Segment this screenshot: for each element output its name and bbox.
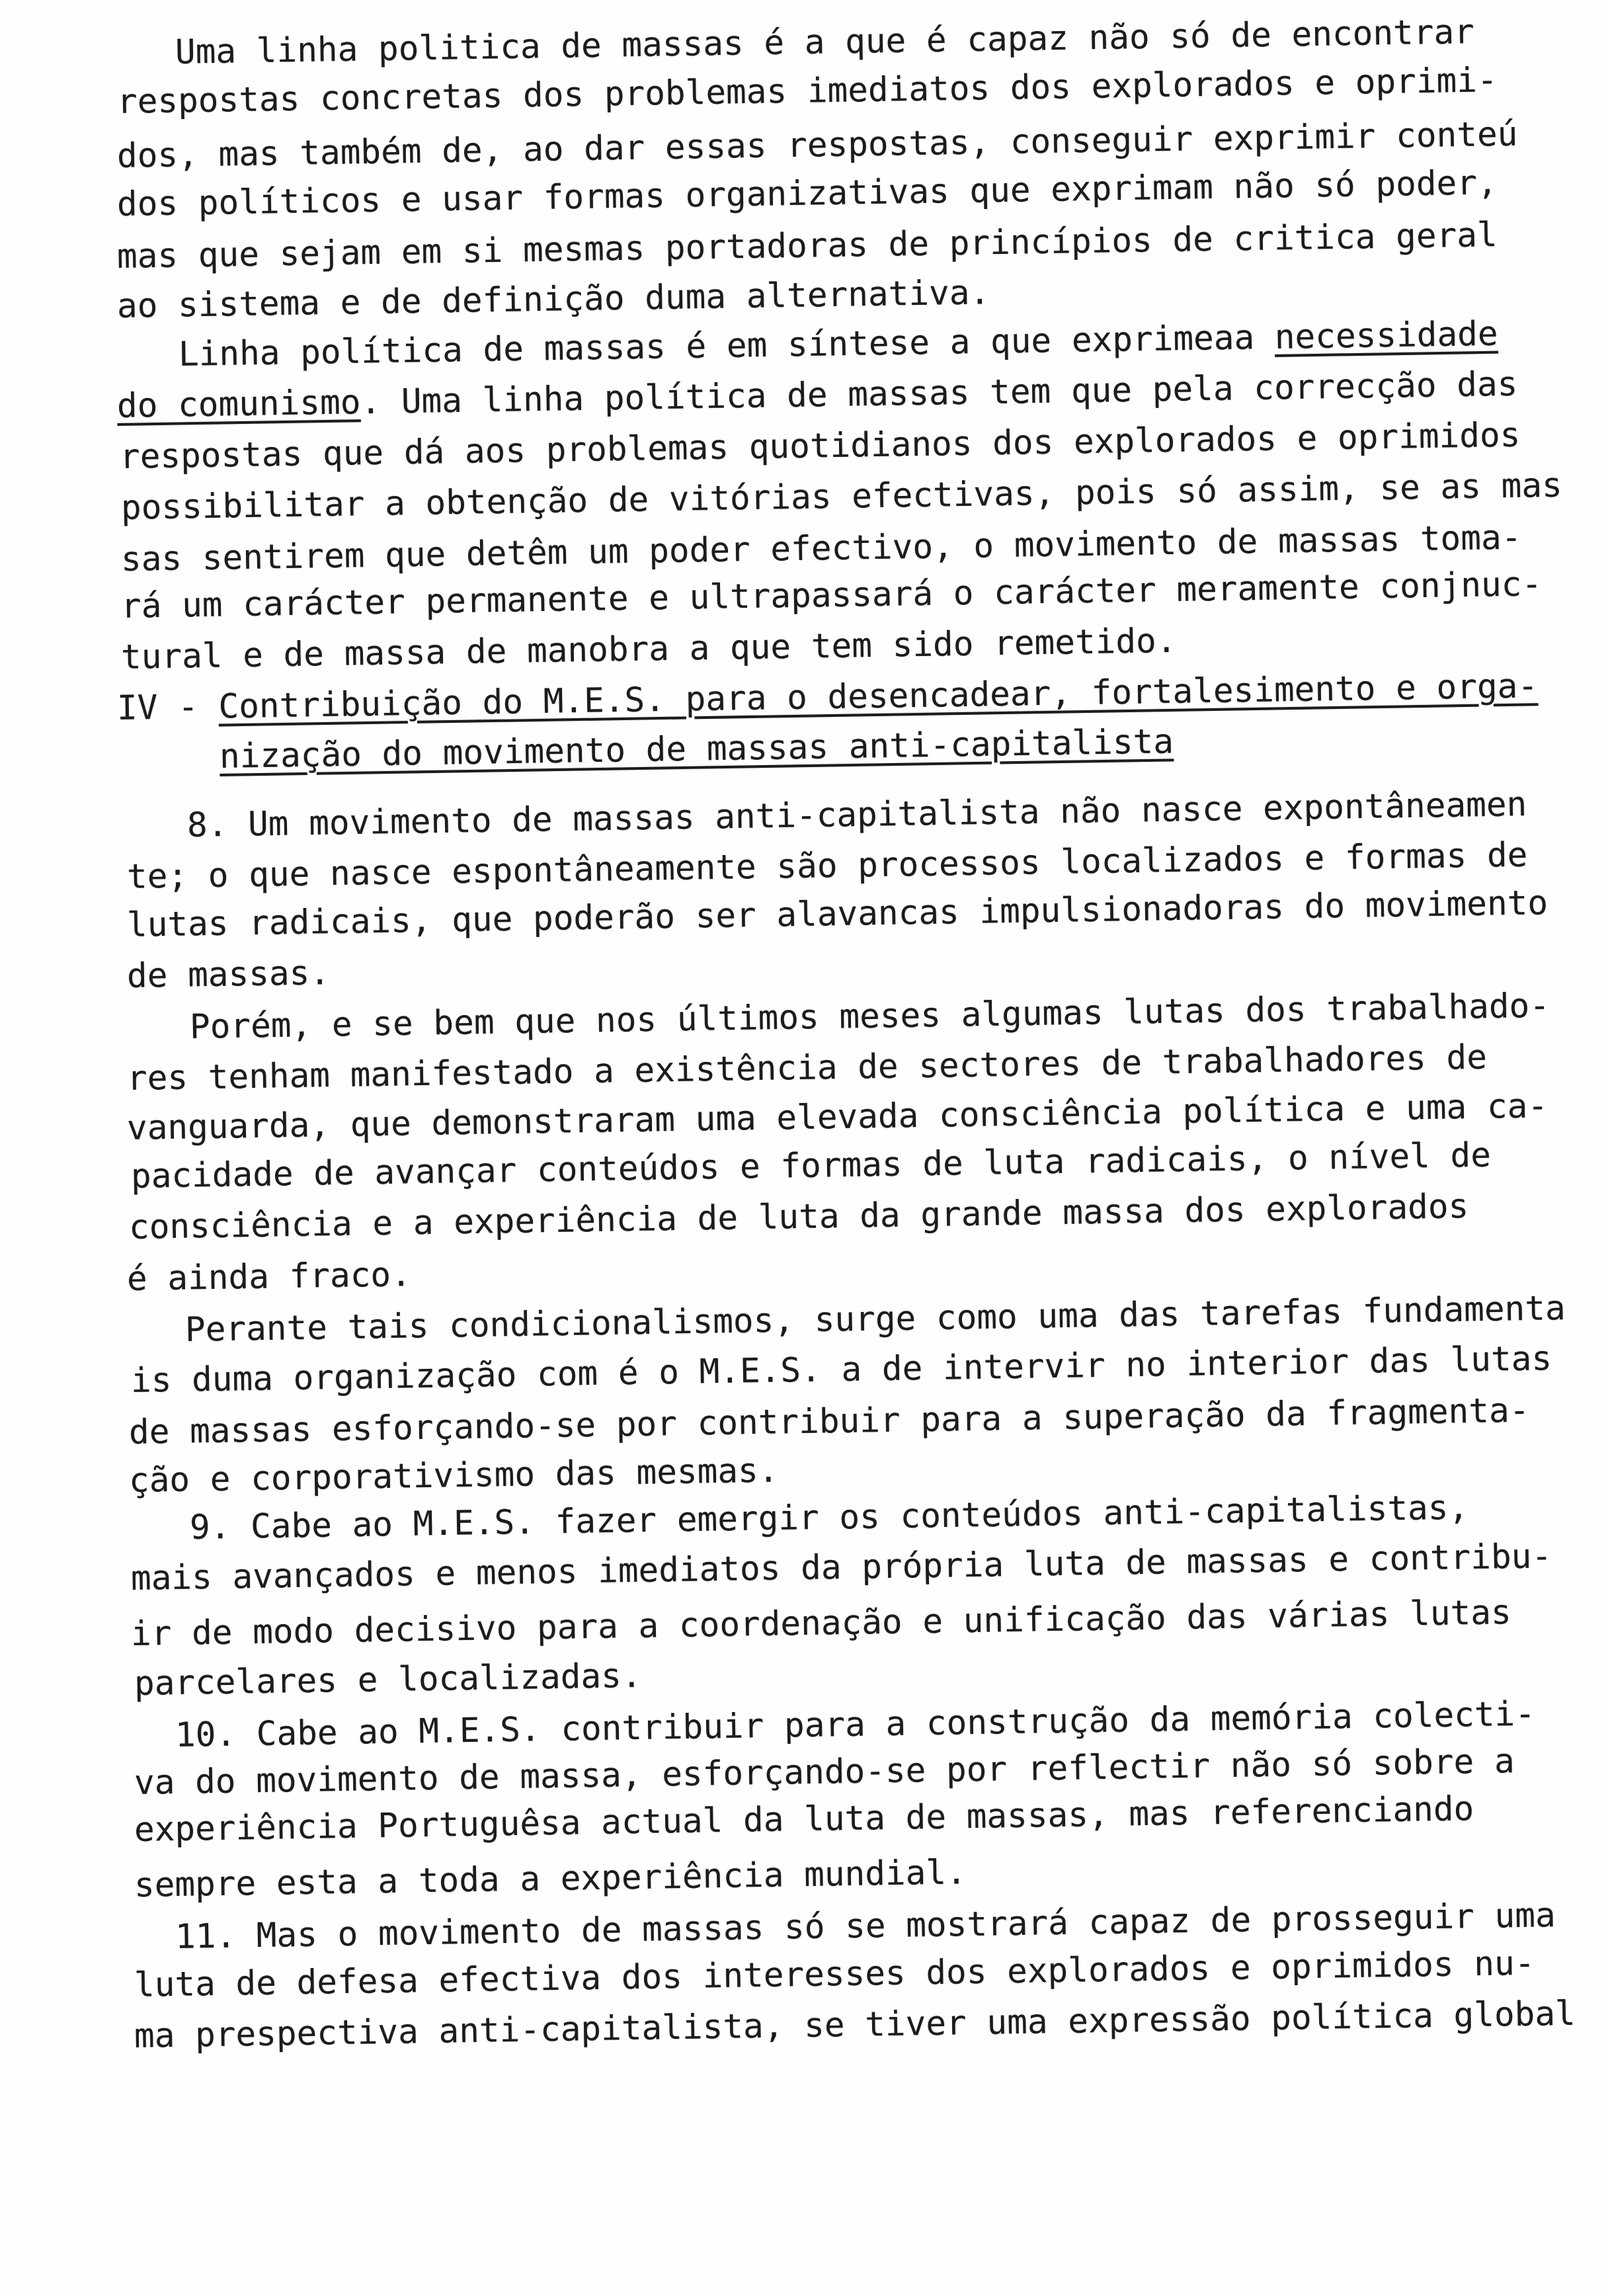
text-line: respostas que dá aos problemas quotidianos dos explorados e oprimidos [119, 415, 1521, 477]
text-line: sempre esta a toda a experiência mundial. [134, 1853, 967, 1905]
text-line: 11. Mas o movimento de massas só se mostrará capaz de prosseguir uma [175, 1896, 1556, 1957]
text-line: de massas esforçando-se por contribuir para a superação da fragmenta- [128, 1391, 1530, 1452]
text-line: ao sistema e de definição duma alternativa. [116, 273, 990, 326]
section-number: IV - [116, 687, 219, 728]
text-segment: Linha política de massas é em síntese a que exprimeaa [178, 317, 1275, 374]
text-line: vanguarda, que demonstraram uma elevada consciência política e uma ca- [126, 1086, 1548, 1148]
text-line: 9. Cabe ao M.E.S. fazer emergir os conteúdos anti-capitalistas, [189, 1488, 1469, 1547]
underlined-term: do comunismo [116, 383, 361, 426]
text-line: luta de defesa efectiva dos interesses dos explorados e oprimidos nu- [134, 1944, 1535, 2005]
text-line: ma prespectiva anti-capitalista, se tiver uma expressão política global [134, 1994, 1576, 2056]
text-line: mas que sejam em si mesmas portadoras de princípios de critica geral [116, 216, 1498, 276]
text-line: is duma organização com é o M.E.S. a de intervir no interior das lutas [130, 1339, 1552, 1401]
text-line: Porém, e se bem que nos últimos meses algumas lutas dos trabalhado- [189, 986, 1550, 1047]
text-line: Perante tais condicionalismos, surge como uma das tarefas fundamenta [184, 1289, 1566, 1350]
text-line: 10. Cabe ao M.E.S. contribuir para a construção da memória colecti- [175, 1694, 1536, 1755]
text-line: pacidade de avançar conteúdos e formas de luta radicais, o nível de [130, 1135, 1492, 1196]
text-line: va do movimento de massa, esforçando-se por reflectir não só sobre a [134, 1742, 1515, 1803]
underlined-term: necessidade [1274, 314, 1499, 357]
text-line: parcelares e localizadas. [134, 1656, 642, 1703]
text-line: dos políticos e usar formas organizativas que exprimam não só poder, [116, 163, 1498, 224]
text-line: dos, mas também de, ao dar essas respostas, conseguir exprimir conteú [116, 114, 1518, 176]
text-line: te; o que nasce espontâneamente são processos localizados e formas de [126, 835, 1528, 897]
text-line: tural e de massa de manobra a que tem sido remetido. [120, 621, 1177, 677]
section-title: nização do movimento de massas anti-capitalista [219, 722, 1174, 776]
text-line: ir de modo decisivo para a coordenação e unificação das várias lutas [130, 1593, 1512, 1654]
text-line: res tenham manifestado a existência de sectores de trabalhadores de [126, 1038, 1488, 1098]
text-line: 8. Um movimento de massas anti-capitalista não nasce expontâneamen [186, 785, 1527, 845]
text-line: experiência Portuguêsa actual da luta de massas, mas referenciando [134, 1789, 1474, 1850]
text-line: é ainda fraco. [126, 1255, 412, 1299]
section-title: Contribuição do M.E.S. para o desencadear, fortalesimento e orga- [218, 667, 1539, 727]
text-line [117, 365, 1518, 427]
section-heading-continued [220, 722, 1174, 777]
text-line: de massas. [126, 954, 331, 996]
text-line: ção e corporativismo das mesmas. [128, 1451, 779, 1500]
text-line: mais avançados e menos imediatos da própria luta de massas e contribu- [130, 1537, 1552, 1598]
text-segment: . Uma linha política de massas tem que pela correcção das [360, 364, 1518, 423]
text-line: lutas radicais, que poderão ser alavancas impulsionadoras do movimento [126, 883, 1548, 945]
text-line: respostas concretas dos problemas imediatos dos explorados e oprimi- [116, 61, 1498, 122]
text-line: possibilitar a obtenção de vitórias efectivas, pois só assim, se as mas [120, 466, 1563, 528]
text-line: rá um carácter permanente e ultrapassará o carácter meramente conjnuc- [120, 565, 1543, 626]
text-line: consciência e a experiência de luta da grande massa dos explorados [128, 1187, 1469, 1247]
text-line [179, 315, 1499, 375]
text-line: Uma linha politica de massas é a que é capaz não só de encontrar [175, 13, 1475, 72]
section-heading [117, 667, 1539, 729]
text-line: sas sentirem que detêm um poder efectivo, o movimento de massas toma- [120, 518, 1522, 579]
